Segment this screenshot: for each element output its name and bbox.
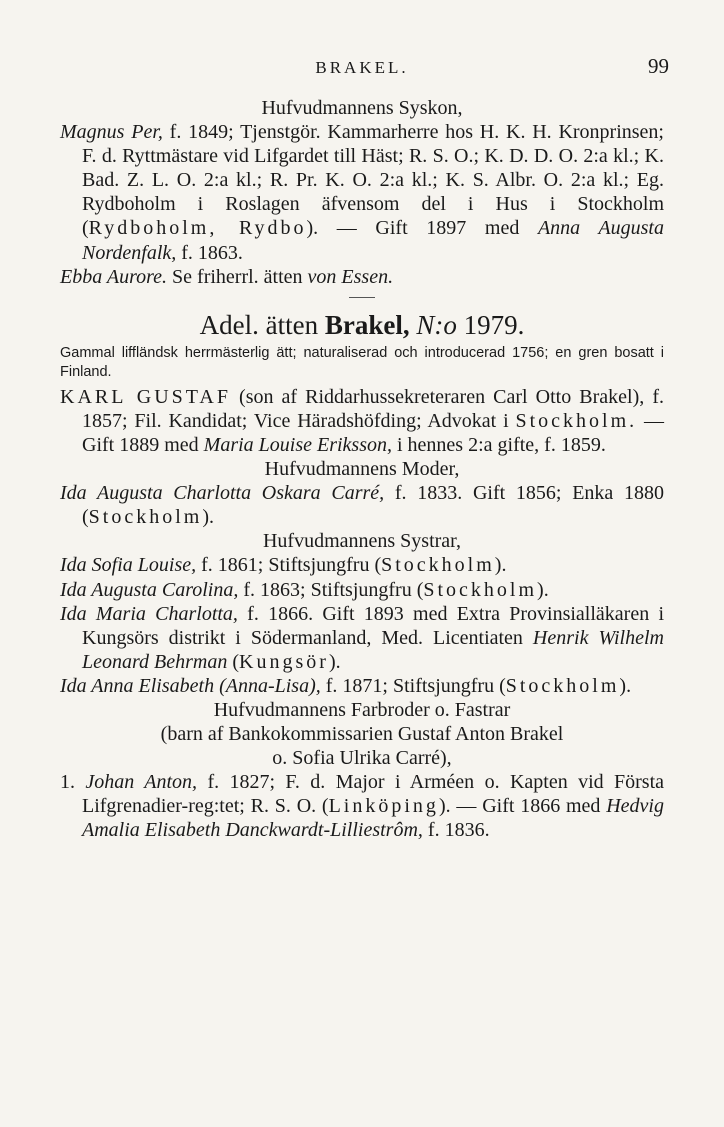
spouse-name: Anna Augusta Nordenfalk, (82, 217, 664, 264)
person-name: KARL GUSTAF (60, 385, 231, 408)
place-name: Stockholm (423, 578, 538, 601)
entry-text: f. 1866. Gift 1893 med Extra Provinsialläkaren i Kungsörs distrikt i Södermanland, Med. Licentiaten (82, 602, 665, 649)
entry-text: ). — Gift 1866 med (438, 795, 607, 818)
person-name: Ida Augusta Charlotta Oskara Carré, (60, 482, 385, 505)
entry-text: f. 1827; F. d. Major i Arméen o. Kapten vid Första Lifgrenadier-reg:tet; R. S. O. ( (82, 771, 665, 818)
section-divider (349, 297, 375, 298)
spouse-name: Henrik Wilhelm Leonard Behrman (82, 626, 664, 673)
spouse-name: Maria Louise Eriksson, (203, 433, 392, 456)
running-head (0, 52, 724, 82)
mother-heading: Hufvudmannens Moder, (264, 458, 460, 481)
entry-text: ). (202, 506, 215, 529)
place-name: Rydboholm, Rydbo (88, 217, 307, 240)
entry-text: f. 1836. (422, 819, 490, 842)
person-name: Ida Augusta Carolina, (60, 578, 239, 601)
entry-text: f. 1863; Stiftsjungfru ( (238, 578, 424, 601)
entry-text: f. 1833. Gift 1856; Enka 1880 ( (82, 482, 664, 529)
entry-text: ). (619, 674, 632, 697)
entry-text: ). (328, 650, 341, 673)
person-name: Ida Anna Elisabeth (Anna-Lisa), (60, 674, 321, 697)
entry-ida-anna (60, 674, 664, 698)
entry-ida-sofia (60, 553, 664, 577)
section-title (60, 308, 664, 342)
entry-text: Se friherrl. ätten (167, 265, 308, 288)
place-name: Stockholm (88, 506, 203, 529)
place-name: Stockholm. (515, 409, 638, 432)
entry-text: i hennes 2:a gifte, f. 1859. (392, 433, 606, 456)
section-title-number: 1979. (456, 309, 525, 340)
person-name: Johan Anton, (85, 771, 198, 794)
entry-ebba-aurore (60, 265, 664, 289)
entry-ida-carre (60, 481, 664, 529)
entry-text: f. 1871; Stiftsjungfru ( (320, 674, 506, 697)
section-intro: Gammal liffländsk herrmästerlig ätt; naturaliserad och introducerad 1756; en gren bosatt i Finland. (60, 344, 664, 380)
section-title-no: N:o (409, 309, 457, 340)
uncle-heading-1: Hufvudmannens Farbroder o. Fastrar (213, 698, 511, 721)
sisters-heading: Hufvudmannens Systrar, (262, 530, 462, 553)
entry-ida-maria (60, 602, 665, 674)
section-title-name: Brakel, (324, 309, 410, 340)
entry-text: f. 1861; Stiftsjungfru ( (196, 554, 382, 577)
page-number: 99 (648, 54, 669, 78)
siblings-heading: Hufvudmannens Syskon, (261, 97, 463, 119)
entry-magnus-per (60, 120, 664, 265)
entry-karl-gustaf (60, 385, 664, 457)
entry-text: f. 1863. (176, 241, 243, 264)
family-name: von Essen. (307, 265, 394, 288)
entry-text: ). (537, 578, 549, 601)
person-name: Magnus Per, (60, 121, 163, 144)
entry-number: 1. (60, 771, 86, 794)
entry-johan-anton (60, 770, 665, 842)
place-name: Kungsör (239, 650, 329, 673)
person-name: Ida Maria Charlotta, (60, 602, 238, 625)
entry-text: (son af Riddarhussekreteraren Carl Otto Brakel), f. 1857; Fil. Kandidat; Vice Häradshöfding; Advokat i (82, 385, 664, 432)
page-body (60, 96, 664, 843)
entry-text: ). — Gift 1897 med (306, 217, 538, 240)
uncle-heading-2: (barn af Bankokommissarien Gustaf Anton Brakel (160, 723, 564, 746)
entry-text: f. 1849; Tjenstgör. Kammarherre hos H. K. H. Kronprinsen; F. d. Ryttmästare vid Lifgardet till Häst; R. S. O.; K. D. D. O. 2:a kl.; K. Bad. Z. L. O. 2:a kl.; R. Pr. K. O. 2:a kl.; K. S. Albr. O. 2:a kl.; Eg. Rydboholm i Roslagen äfvensom del i Hus i Stockholm ( (82, 121, 664, 240)
person-name: Ida Sofia Louise, (60, 554, 197, 577)
running-head-title: BRAKEL. (315, 58, 409, 77)
place-name: Linköping (328, 795, 439, 818)
uncle-heading-3: o. Sofia Ulrika Carré), (272, 747, 452, 770)
spouse-name: Hedvig Amalia Elisabeth Danckwardt-Lilliestrôm, (82, 795, 664, 842)
entry-text: ( (227, 650, 240, 673)
place-name: Stockholm (505, 674, 620, 697)
entry-text: — Gift 1889 med (82, 409, 664, 456)
section-title-prefix: Adel. ätten (199, 309, 325, 340)
person-name: Ebba Aurore. (60, 265, 168, 288)
place-name: Stockholm (381, 554, 495, 577)
entry-text: ). (494, 554, 507, 577)
entry-ida-augusta-carolina (60, 578, 664, 602)
